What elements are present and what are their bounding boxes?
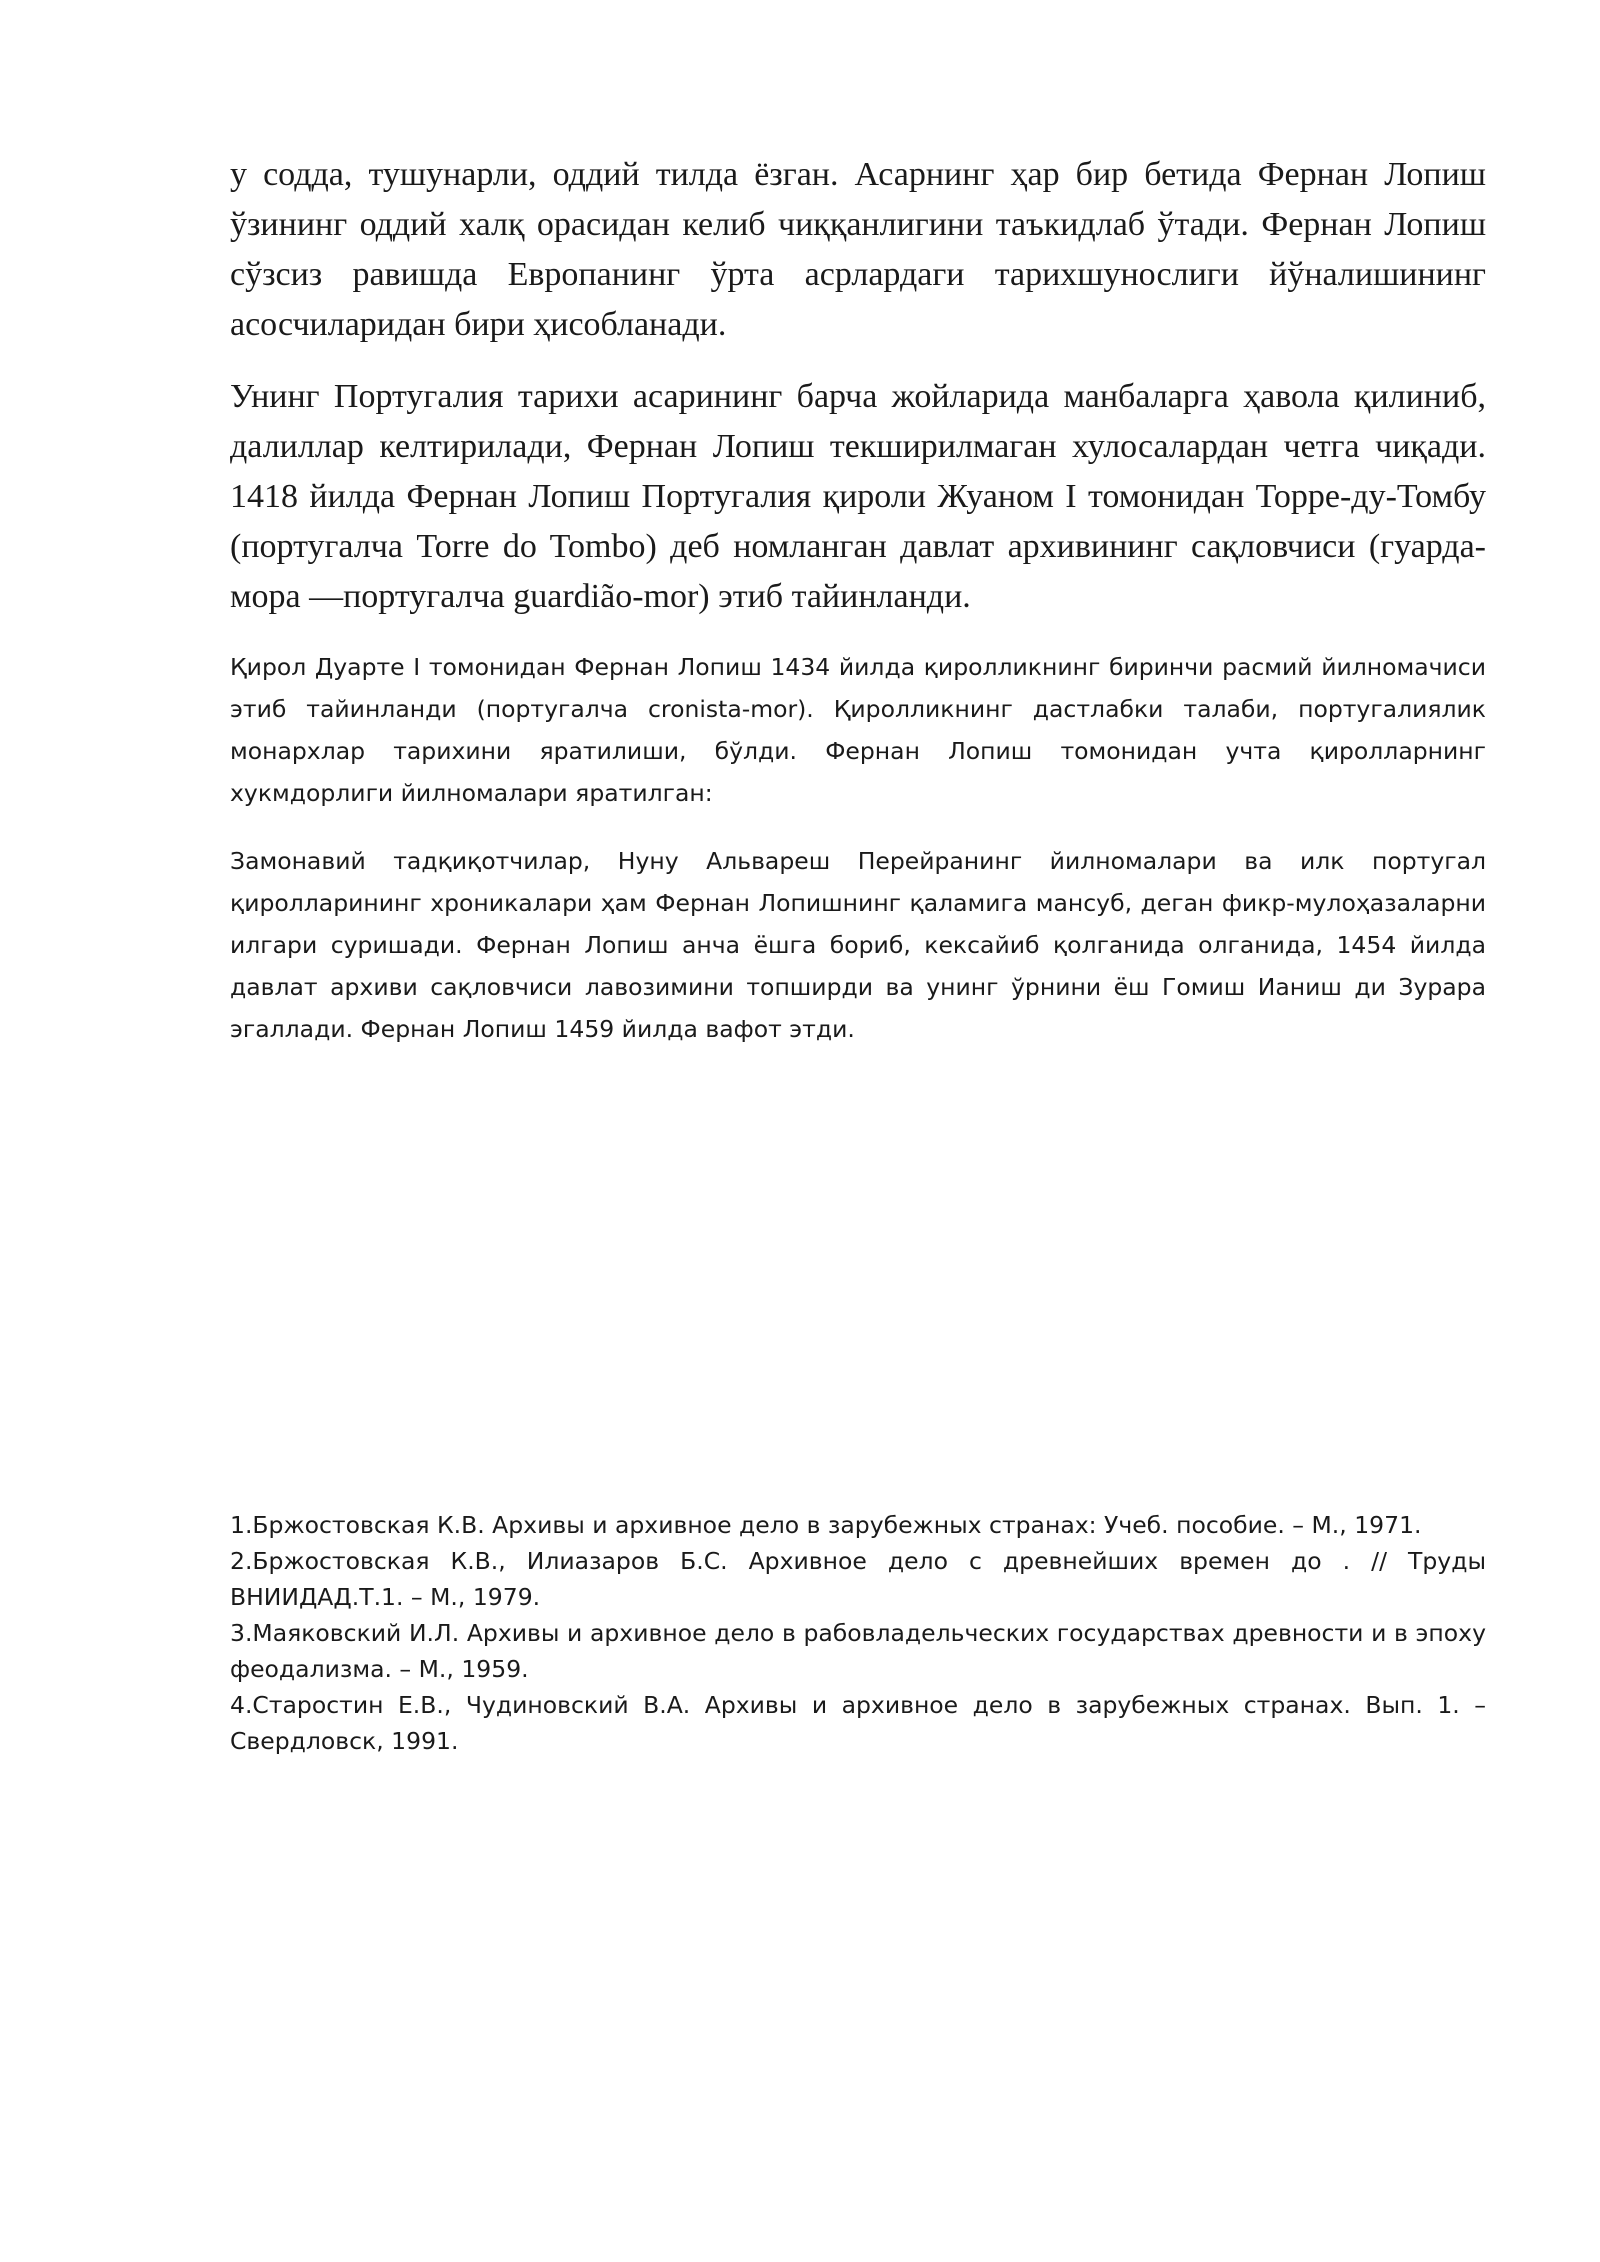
reference-item-3: 3.Маяковский И.Л. Архивы и архивное дело в рабовладельческих государствах древности и в эпоху феодализма. – М., 1959.: [230, 1619, 1486, 1683]
references-list: [230, 1507, 1486, 1759]
reference-item-4: 4.Старостин Е.В., Чудиновский В.А. Архивы и архивное дело в зарубежных странах. Вып. 1. – Свердловск, 1991.: [230, 1691, 1486, 1755]
reference-item-1: 1.Бржостовская К.В. Архивы и архивное дело в зарубежных странах: Учеб. пособие. – М., 1971.: [230, 1511, 1422, 1539]
paragraph-1: у содда, тушунарли, оддий тилда ёзган. Асарнинг ҳар бир бетида Фернан Лопиш ўзининг оддий халқ орасидан келиб чиққанлигини таъкидлаб ўтади. Фернан Лопиш сўзсиз равишда Европанинг ўрта асрлардаги тарихшунослиги йўналишининг асосчиларидан бири ҳисобланади.: [230, 156, 1486, 343]
paragraph-4: Замонавий тадқиқотчилар, Нуну Альвареш Перейранинг йилномалари ва илк португал қиролларининг хроникалари ҳам Фернан Лопишнинг қаламига мансуб, деган фикр-мулоҳазаларни илгари суришади. Фернан Лопиш анча ёшга бориб, кексайиб қолганида олганида, 1454 йилда давлат архиви сақловчиси лавозимини топширди ва унинг ўрнини ёш Гомиш Ианиш ди Зурара эгаллади. Фернан Лопиш 1459 йилда вафот этди.: [230, 847, 1486, 1043]
reference-item-2: 2.Бржостовская К.В., Илиазаров Б.С. Архивное дело с древнейших времен до . // Труды ВНИИДАД.Т.1. – М., 1979.: [230, 1547, 1486, 1611]
paragraph-2: Унинг Португалия тарихи асарининг барча жойларида манбаларга ҳавола қилиниб, далиллар келтирилади, Фернан Лопиш текширилмаган хулосалардан четга чиқади. 1418 йилда Фернан Лопиш Португалия қироли Жуаном I томонидан Торре-ду-Томбу (португалча Torre do Tombo) деб номланган давлат архивининг сақловчиси (гуарда-мора —португалча guardião-mor) этиб тайинланди.: [230, 378, 1486, 615]
paragraph-3: Қирол Дуарте I томонидан Фернан Лопиш 1434 йилда қиролликнинг биринчи расмий йилномачиси этиб тайинланди (португалча cronista-mor). Қиролликнинг дастлабки талаби, португалиялик монархлар тарихини яратилиши, бўлди. Фернан Лопиш томонидан учта қиролларнинг хукмдорлиги йилномалари яратилган:: [230, 653, 1486, 807]
document-page: [230, 150, 1486, 1755]
